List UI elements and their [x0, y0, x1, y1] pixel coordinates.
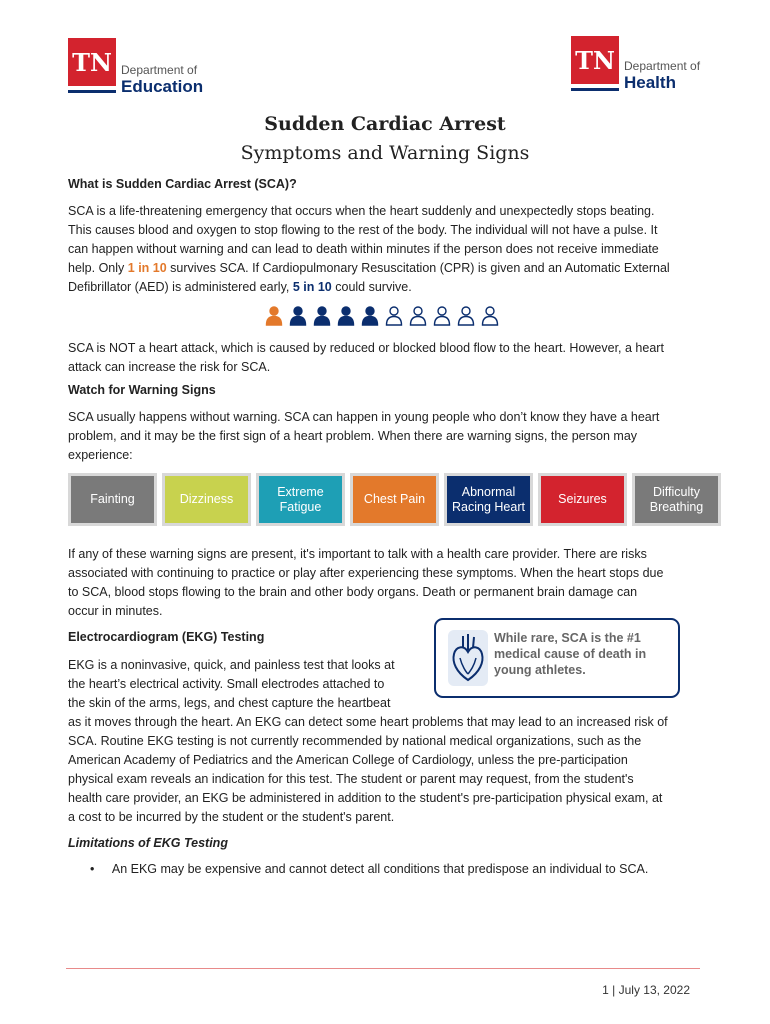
text-line: physical exam reveals an indication for this test. The student or parent may request, from the student's [68, 772, 634, 786]
warning-sign-box: Fainting [68, 473, 157, 526]
stat-highlight: 5 in 10 [292, 280, 332, 294]
person-icon [289, 306, 307, 326]
footer-divider [66, 968, 700, 969]
text-line: SCA is a life-threatening emergency that occurs when the heart suddenly and unexpectedly stops beating. [68, 204, 655, 218]
text-line: to SCA, blood stops flowing to the brain and other body organs. Death or permanent brain damage can [68, 585, 638, 599]
section-heading-warning-signs: Watch for Warning Signs [68, 383, 216, 397]
person-icon [409, 306, 427, 326]
survival-people-graphic [265, 306, 499, 326]
person-icon [265, 306, 283, 326]
ekg-paragraph [68, 713, 718, 827]
section-heading-limitations: Limitations of EKG Testing [68, 836, 228, 850]
text-line: EKG is a noninvasive, quick, and painless test that looks at [68, 658, 395, 672]
warning-signs-row [68, 473, 721, 526]
risks-paragraph [68, 545, 708, 621]
sca-fact-callout [434, 618, 680, 698]
text-line: American Academy of Pediatrics and the American College of Cardiology, unless the pre-participation [68, 753, 628, 767]
text-line: as it moves through the heart. An EKG can detect some heart problems that may lead to an increased risk of [68, 715, 668, 729]
warning-signs-paragraph [68, 408, 708, 465]
warning-sign-box: Dizziness [162, 473, 251, 526]
person-icon [433, 306, 451, 326]
text-line: attack can increase the risk for SCA. [68, 360, 271, 374]
logo-dept-label: Department of [624, 59, 701, 73]
text-line: health care provider, an EKG be administered in addition to the student's pre-participation physical exam, at [68, 791, 663, 805]
person-icon [457, 306, 475, 326]
tn-badge: TN [68, 38, 116, 86]
sca-definition-paragraph [68, 202, 708, 297]
text-line: occur in minutes. [68, 604, 163, 618]
logo-dept-name: Education [121, 77, 204, 96]
section-heading-ekg: Electrocardiogram (EKG) Testing [68, 630, 265, 644]
heart-attack-paragraph [68, 339, 708, 377]
person-icon [337, 306, 355, 326]
logo-dept-name: Health [624, 73, 676, 92]
page-footer: 1 | July 13, 2022 [602, 983, 690, 997]
text-line: associated with continuing to practice or play after experiencing these symptoms. When the heart stops due [68, 566, 664, 580]
tn-badge: TN [571, 36, 619, 84]
warning-sign-box: Extreme Fatigue [256, 473, 345, 526]
text-line: help. Only 1 in 10 survives SCA. If Cardiopulmonary Resuscitation (CPR) is given and an Automatic External [68, 261, 670, 275]
warning-sign-box: Difficulty Breathing [632, 473, 721, 526]
person-icon [481, 306, 499, 326]
text-line: the heart’s electrical activity. Small electrodes attached to [68, 677, 385, 691]
warning-sign-box: Abnormal Racing Heart [444, 473, 533, 526]
page-subtitle: Symptoms and Warning Signs [240, 142, 530, 164]
logo-dept-label: Department of [121, 63, 198, 77]
text-line: SCA usually happens without warning. SCA can happen in young people who don’t know they have a heart [68, 410, 660, 424]
person-icon [385, 306, 403, 326]
callout-text: While rare, SCA is the #1 medical cause of death in young athletes. [494, 631, 647, 677]
tn-education-logo [68, 38, 203, 96]
text-line: problem, and it may be the first sign of a heart problem. When there are warning signs, the person may [68, 429, 638, 443]
text-line: the skin of the arms, legs, and chest capture the heartbeat [68, 696, 391, 710]
text-line: This causes blood and oxygen to stop flowing to the rest of the body. The individual will not have a pulse. It [68, 223, 658, 237]
warning-sign-box: Seizures [538, 473, 627, 526]
stat-highlight: 1 in 10 [127, 261, 167, 275]
text-line: Defibrillator (AED) is administered early, 5 in 10 could survive. [68, 280, 412, 294]
bullet-marker: • [90, 862, 95, 876]
text-line: SCA. Routine EKG testing is not currently recommended by national medical organizations, such as the [68, 734, 642, 748]
list-item-text: An EKG may be expensive and cannot detect all conditions that predispose an individual to SCA. [111, 862, 649, 876]
person-icon [313, 306, 331, 326]
warning-sign-box: Chest Pain [350, 473, 439, 526]
list-item [90, 862, 648, 876]
text-line: experience: [68, 448, 133, 462]
text-line: can happen without warning and can lead to death within minutes if the person does not receive immediate [68, 242, 659, 256]
text-line: If any of these warning signs are present, it's important to talk with a health care provider. There are risks [68, 547, 647, 561]
page-title: Sudden Cardiac Arrest [264, 113, 506, 135]
text-line: a cost to be incurred by the student or the student's parent. [68, 810, 395, 824]
tn-health-logo [571, 36, 700, 92]
heart-icon [446, 628, 490, 688]
section-heading-what-is-sca: What is Sudden Cardiac Arrest (SCA)? [68, 177, 297, 191]
person-icon [361, 306, 379, 326]
text-line: SCA is NOT a heart attack, which is caused by reduced or blocked blood flow to the heart. However, a heart [68, 341, 664, 355]
